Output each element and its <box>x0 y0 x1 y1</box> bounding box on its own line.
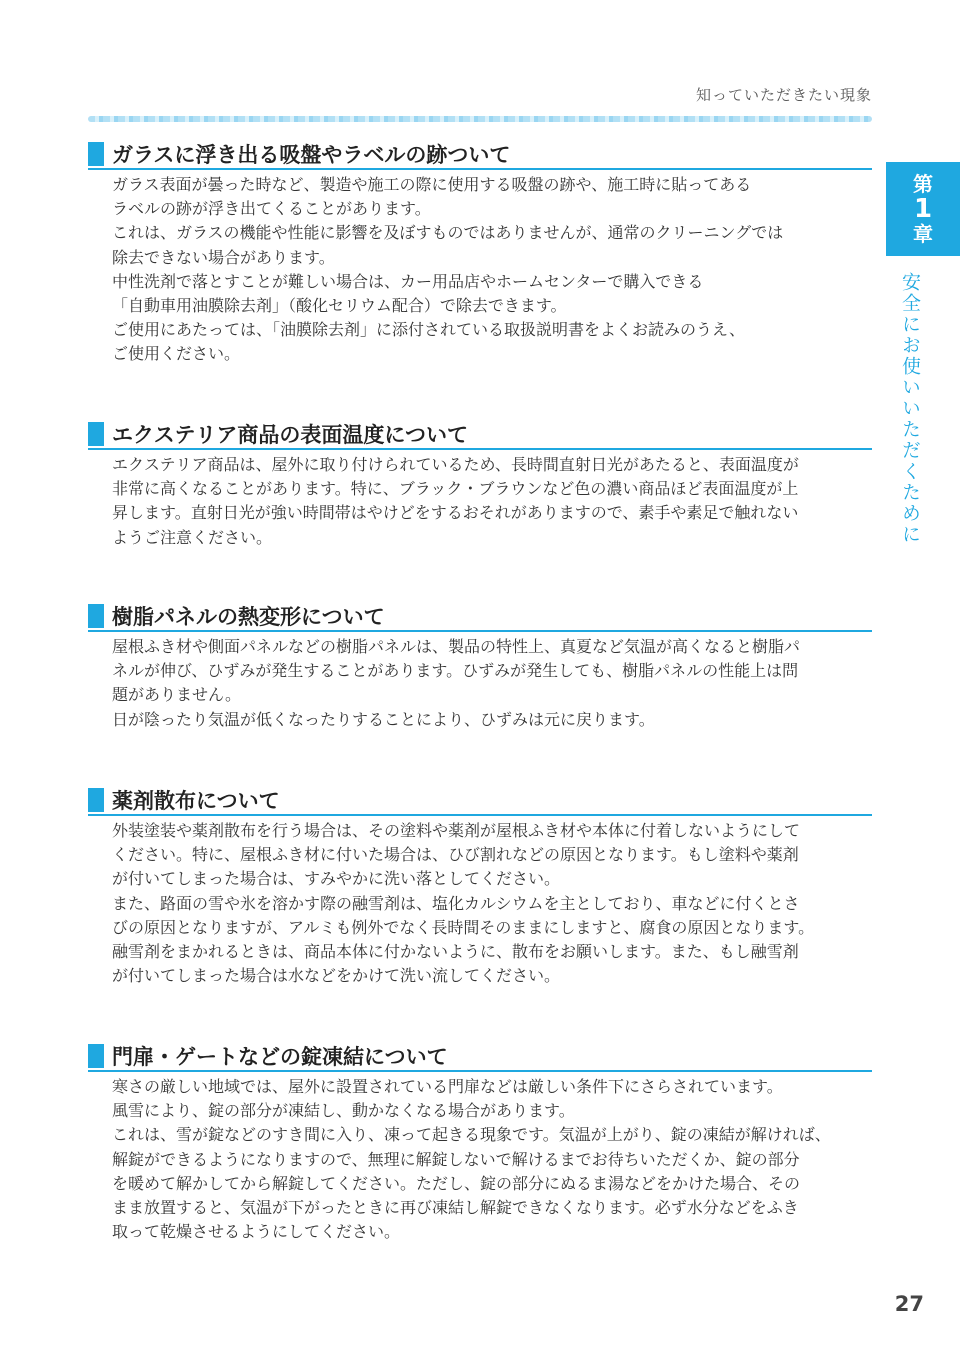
section-body <box>112 1075 872 1244</box>
section-glass-marks <box>88 140 872 367</box>
page-number: 27 <box>894 1292 924 1316</box>
body-line: これは、ガラスの機能や性能に影響を及ぼすものではありませんが、通常のクリーニングでは <box>112 223 784 243</box>
section-heading-text: 門扉・ゲートなどの錠凍結について <box>112 1045 448 1069</box>
heading-marker <box>88 422 104 446</box>
body-line: びの原因となりますが、アルミも例外でなく長時間そのままにしますと、腐食の原因となります。 <box>112 917 815 937</box>
chapter-suffix: 章 <box>913 222 933 247</box>
body-line: 風雪により、錠の部分が凍結し、動かなくなる場合があります。 <box>112 1101 575 1121</box>
body-line: ご使用ください。 <box>112 344 241 364</box>
body-line: を暖めて解かしてから解錠してください。ただし、錠の部分にぬるま湯などをかけた場合、その <box>112 1173 801 1193</box>
heading-marker <box>88 1044 104 1068</box>
section-heading <box>88 140 872 170</box>
body-line: 外装塗装や薬剤散布を行う場合は、その塗料や薬剤が屋根ふき材や本体に付着しないようにして <box>112 821 801 840</box>
section-heading-text: 薬剤散布について <box>112 789 280 813</box>
body-line: ガラス表面が曇った時など、製造や施工の際に使用する吸盤の跡や、施工時に貼ってある <box>112 175 752 194</box>
section-body <box>112 635 872 732</box>
body-line: ようご注意ください。 <box>112 527 273 547</box>
section-surface-temperature <box>88 420 872 550</box>
section-heading-text: エクステリア商品の表面温度について <box>112 423 468 447</box>
section-heading <box>88 1042 872 1072</box>
body-line: ご使用にあたっては、「油膜除去剤」に添付されている取扱説明書をよくお読みのうえ、 <box>112 320 745 340</box>
body-line: 屋根ふき材や側面パネルなどの樹脂パネルは、製品の特性上、真夏など気温が高くなると樹脂パ <box>112 637 801 656</box>
body-line: これは、雪が錠などのすき間に入り、凍って起きる現象です。気温が上がり、錠の凍結が解ければ、 <box>112 1125 831 1145</box>
body-line: 取って乾燥させるようにしてください。 <box>112 1222 401 1242</box>
body-line: が付いてしまった場合は、すみやかに洗い落としてください。 <box>112 869 561 889</box>
heading-marker <box>88 604 104 628</box>
section-heading-text: 樹脂パネルの熱変形について <box>112 605 385 629</box>
chapter-prefix: 第 <box>913 171 933 196</box>
body-line: 日が陰ったり気温が低くなったりすることにより、ひずみは元に戻ります。 <box>112 709 655 729</box>
body-line: ください。特に、屋根ふき材に付いた場合は、ひび割れなどの原因となります。もし塗料や薬剤 <box>112 845 799 865</box>
body-line: 寒さの厳しい地域では、屋外に設置されている門扉などは厳しい条件下にさらされています。 <box>112 1077 783 1096</box>
body-line: 融雪剤をまかれるときは、商品本体に付かないように、散布をお願いします。また、もし融雪剤 <box>112 942 799 962</box>
section-body <box>112 453 872 550</box>
heading-marker <box>88 788 104 812</box>
body-line: ラベルの跡が浮き出てくることがあります。 <box>112 199 431 219</box>
section-heading <box>88 602 872 632</box>
chapter-title: 安全にお使いいただくために <box>899 272 921 545</box>
section-resin-panel <box>88 602 872 732</box>
section-heading <box>88 420 872 450</box>
body-line: 題がありません。 <box>112 685 241 705</box>
body-line: が付いてしまった場合は水などをかけて洗い流してください。 <box>112 966 561 986</box>
body-line: まま放置すると、気温が下がったときに再び凍結し解錠できなくなります。必ず水分などをふき <box>112 1198 799 1218</box>
body-line: エクステリア商品は、屋外に取り付けられているため、長時間直射日光があたると、表面温度が <box>112 455 799 474</box>
body-line: 「自動車用油膜除去剤」（酸化セリウム配合）で除去できます。 <box>112 296 567 316</box>
header-rule <box>88 116 872 122</box>
running-header: 知っていただきたい現象 <box>695 86 872 104</box>
heading-marker <box>88 142 104 166</box>
section-heading <box>88 786 872 816</box>
chapter-number: 1 <box>913 193 933 224</box>
body-line: ネルが伸び、ひずみが発生することがあります。ひずみが発生しても、樹脂パネルの性能上は問 <box>112 661 799 681</box>
body-line: 非常に高くなることがあります。特に、ブラック・ブラウンなど色の濃い商品ほど表面温度が上 <box>112 479 799 499</box>
body-line: また、路面の雪や氷を溶かす際の融雪剤は、塩化カルシウムを主としており、車などに付くとさ <box>112 893 800 913</box>
chapter-tab <box>886 162 960 256</box>
section-heading-text: ガラスに浮き出る吸盤やラベルの跡ついて <box>112 143 511 167</box>
body-line: 除去できない場合があります。 <box>112 247 335 267</box>
section-body <box>112 819 872 988</box>
section-lock-freezing <box>88 1042 872 1244</box>
body-line: 解錠ができるようになりますので、無理に解錠しないで解けるまでお待ちいただくか、錠の部分 <box>112 1149 800 1169</box>
body-line: 昇します。直射日光が強い時間帯はやけどをするおそれがありますので、素手や素足で触れない <box>112 503 799 523</box>
body-line: 中性洗剤で落とすことが難しい場合は、カー用品店やホームセンターで購入できる <box>112 271 704 291</box>
section-chemical-spraying <box>88 786 872 988</box>
section-body <box>112 173 872 367</box>
